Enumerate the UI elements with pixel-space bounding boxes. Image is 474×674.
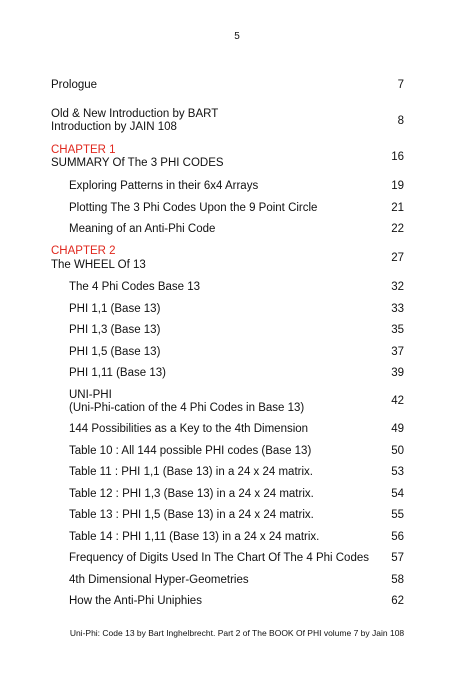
toc-page: 19 — [391, 180, 404, 192]
toc-page-intro: 8 — [397, 115, 404, 127]
toc-entry-intro-bart: Old & New Introduction by BART — [51, 108, 219, 120]
toc-page: 53 — [391, 466, 404, 478]
toc-entry: The 4 Phi Codes Base 13 — [69, 281, 201, 293]
chapter-1-page: 16 — [391, 151, 404, 163]
toc-entry-intro-jain: Introduction by JAIN 108 — [51, 121, 177, 133]
toc-page: 55 — [391, 509, 404, 521]
toc-entry: PHI 1,3 (Base 13) — [69, 324, 161, 336]
page-number: 5 — [234, 31, 240, 42]
toc-page: 58 — [391, 574, 404, 586]
toc-entry-uniphi: UNI-PHI — [69, 389, 112, 401]
toc-page: 54 — [391, 488, 404, 500]
toc-entry: Meaning of an Anti-Phi Code — [69, 223, 216, 235]
toc-entry: Table 13 : PHI 1,5 (Base 13) in a 24 x 24 matrix. — [69, 509, 314, 521]
chapter-1-title: SUMMARY Of The 3 PHI CODES — [51, 157, 224, 169]
toc-entry-prologue: Prologue — [51, 79, 98, 91]
toc-entry: 144 Possibilities as a Key to the 4th Dimension — [69, 423, 309, 435]
toc-entry: PHI 1,1 (Base 13) — [69, 303, 161, 315]
chapter-2-page: 27 — [391, 252, 404, 264]
toc-page: 57 — [391, 552, 404, 564]
toc-page: 50 — [391, 445, 404, 457]
toc-page: 49 — [391, 423, 404, 435]
toc-entry: 4th Dimensional Hyper-Geometries — [69, 574, 249, 586]
toc-entry: Exploring Patterns in their 6x4 Arrays — [69, 180, 259, 192]
toc-entry: PHI 1,11 (Base 13) — [69, 367, 166, 379]
toc-page: 33 — [391, 303, 404, 315]
toc-page: 56 — [391, 531, 404, 543]
chapter-1-label: CHAPTER 1 — [51, 144, 116, 156]
toc-entry: How the Anti-Phi Uniphies — [69, 595, 202, 607]
toc-page: 35 — [391, 324, 404, 336]
chapter-2-title: The WHEEL Of 13 — [51, 259, 146, 271]
toc-entry: Table 10 : All 144 possible PHI codes (Base 13) — [69, 445, 312, 457]
toc-page: 22 — [391, 223, 404, 235]
toc-page: 37 — [391, 346, 404, 358]
toc-entry: Frequency of Digits Used In The Chart Of The 4 Phi Codes — [69, 552, 369, 564]
toc-entry: Table 11 : PHI 1,1 (Base 13) in a 24 x 24 matrix. — [69, 466, 313, 478]
toc-page: 21 — [391, 202, 404, 214]
toc-entry: Plotting The 3 Phi Codes Upon the 9 Point Circle — [69, 202, 318, 214]
toc-entry: Table 12 : PHI 1,3 (Base 13) in a 24 x 24 matrix. — [69, 488, 314, 500]
toc-page-uniphi: 42 — [391, 395, 404, 407]
toc-page-prologue: 7 — [397, 79, 404, 91]
toc-entry-uniphi-subtitle: (Uni-Phi-cation of the 4 Phi Codes in Base 13) — [69, 402, 305, 414]
toc-entry: Table 14 : PHI 1,11 (Base 13) in a 24 x 24 matrix. — [69, 531, 320, 543]
page-footer: Uni-Phi: Code 13 by Bart Inghelbrecht. Part 2 of The BOOK Of PHI volume 7 by Jain 108 — [69, 628, 405, 638]
toc-page: 39 — [391, 367, 404, 379]
toc-page: 32 — [391, 281, 404, 293]
toc-page: 62 — [391, 595, 404, 607]
toc-entry: PHI 1,5 (Base 13) — [69, 346, 161, 358]
chapter-2-label: CHAPTER 2 — [51, 245, 116, 257]
